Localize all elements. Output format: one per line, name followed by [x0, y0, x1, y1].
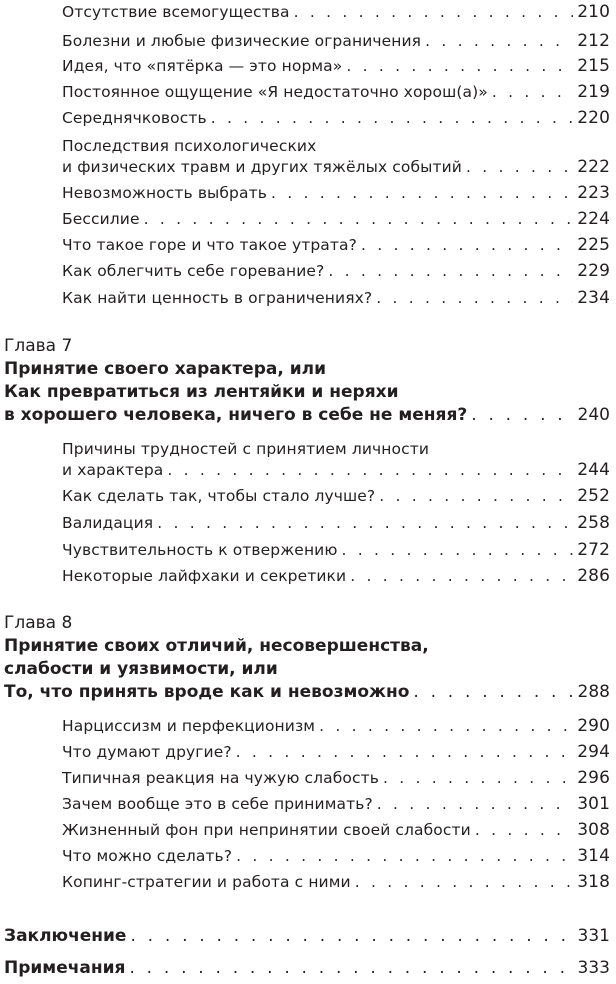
- toc-entry-page: 290: [577, 716, 610, 736]
- toc-entry: [62, 716, 610, 736]
- dot-leader: [342, 541, 574, 559]
- toc-entry: [62, 768, 610, 788]
- toc-entry-title: Идея, что «пятёрка — это норма»: [62, 57, 343, 75]
- toc-entry-page: 212: [577, 31, 610, 51]
- dot-leader: [144, 210, 574, 228]
- toc-entry: [62, 460, 610, 480]
- toc-entry: [62, 794, 610, 814]
- toc-entry-title: Как найти ценность в ограничениях?: [62, 289, 373, 307]
- toc-entry-title: Некоторые лайфхаки и секретики: [62, 567, 347, 585]
- dot-leader: [413, 682, 573, 702]
- toc-entry-page: 331: [577, 926, 610, 946]
- toc-entry-page: 294: [577, 742, 610, 762]
- dot-leader: [492, 83, 573, 101]
- dot-leader: [355, 873, 574, 891]
- toc-entry-title: Середнячковость: [62, 109, 207, 127]
- chapter-entry: [4, 405, 610, 425]
- notes-entry: [4, 958, 610, 978]
- toc-entry-page: 258: [577, 513, 610, 533]
- toc-entry: [62, 157, 610, 177]
- dot-leader: [271, 184, 573, 202]
- toc-entry-page: 272: [577, 540, 610, 560]
- toc-entry-title: Жизненный фон при непринятии своей слабости: [62, 821, 471, 839]
- toc-entry-title: Нарциссизм и перфекционизм: [62, 717, 316, 735]
- toc-entry-page: 225: [577, 235, 610, 255]
- toc-entry-page: 318: [577, 872, 610, 892]
- dot-leader: [425, 32, 573, 50]
- toc-entry: [62, 82, 610, 102]
- toc-entry: [62, 108, 610, 128]
- toc-entry-title: Заключение: [4, 926, 127, 946]
- toc-entry-title: Отсутствие всемогущества: [62, 3, 290, 21]
- toc-entry-title: и физических травм и других тяжёлых событий: [62, 158, 462, 176]
- dot-leader: [346, 57, 573, 75]
- toc-entry: [62, 183, 610, 203]
- dot-leader: [466, 158, 573, 176]
- toc-entry-page: 301: [577, 794, 610, 814]
- toc-entry-page: 244: [577, 460, 610, 480]
- toc-entry: [62, 872, 610, 892]
- chapter-page: 288: [577, 682, 610, 702]
- chapter-title-line: То, что принять вроде как и невозможно: [4, 682, 410, 702]
- dot-leader: [157, 514, 573, 532]
- toc-entry: [62, 846, 610, 866]
- toc-entry-title: Постоянное ощущение «Я недостаточно хорош(а)»: [62, 83, 488, 101]
- toc-entry: [62, 261, 610, 281]
- dot-leader: [129, 958, 573, 978]
- dot-leader: [130, 926, 573, 946]
- toc-entry-title: Валидация: [62, 514, 154, 532]
- toc-entry-title: Чувствительность к отвержению: [62, 541, 338, 559]
- toc-entry-title: Типичная реакция на чужую слабость: [62, 769, 379, 787]
- toc-entry-title: Зачем вообще это в себе принимать?: [62, 795, 373, 813]
- toc-entry-title: Копинг-стратегии и работа с ними: [62, 873, 351, 891]
- dot-leader: [361, 236, 573, 254]
- toc-entry-page: 220: [577, 108, 610, 128]
- toc-entry-title-line: Причины трудностей с принятием личности: [62, 440, 430, 458]
- dot-leader: [167, 461, 573, 479]
- chapter-title-line: слабости и уязвимости, или: [4, 659, 278, 679]
- toc-entry-page: 215: [577, 56, 610, 76]
- toc-entry: [62, 513, 610, 533]
- toc-entry-page: 222: [577, 157, 610, 177]
- dot-leader: [319, 717, 573, 735]
- toc-entry-page: 234: [577, 288, 610, 308]
- chapter-entry: [4, 682, 610, 702]
- dot-leader: [211, 109, 574, 127]
- dot-leader: [328, 262, 573, 280]
- toc-entry: [62, 56, 610, 76]
- dot-leader: [383, 769, 573, 787]
- toc-entry-title: Что такое горе и что такое утрата?: [62, 236, 357, 254]
- toc-entry-page: 223: [577, 183, 610, 203]
- dot-leader: [236, 847, 573, 865]
- toc-entry-page: 286: [577, 566, 610, 586]
- dot-leader: [294, 3, 574, 21]
- dot-leader: [475, 821, 573, 839]
- chapter-page: 240: [577, 405, 610, 425]
- toc-entry-title: и характера: [62, 461, 164, 479]
- dot-leader: [377, 795, 573, 813]
- chapter-label: Глава 8: [4, 613, 73, 633]
- toc-entry-title: Бессилие: [62, 210, 140, 228]
- dot-leader: [471, 405, 573, 425]
- toc-entry-title: Как облегчить себе горевание?: [62, 262, 325, 280]
- chapter-label: Глава 7: [4, 336, 73, 356]
- toc-entry: [62, 288, 610, 308]
- toc-entry-title: Что можно сделать?: [62, 847, 233, 865]
- toc-entry: [62, 31, 610, 51]
- toc-entry-title: Как сделать так, чтобы стало лучше?: [62, 487, 376, 505]
- conclusion-entry: [4, 926, 610, 946]
- toc-entry-page: 252: [577, 486, 610, 506]
- chapter-title-line: в хорошего человека, ничего в себе не меняя?: [4, 405, 468, 425]
- chapter-title-line: Принятие своего характера, или: [4, 359, 326, 379]
- toc-entry-page: 314: [577, 846, 610, 866]
- toc-entry-page: 210: [577, 2, 610, 22]
- toc-entry-page: 308: [577, 820, 610, 840]
- dot-leader: [376, 289, 573, 307]
- toc-entry: [62, 486, 610, 506]
- dot-leader: [236, 743, 574, 761]
- dot-leader: [379, 487, 573, 505]
- toc-entry: [62, 566, 610, 586]
- toc-entry: [62, 2, 610, 22]
- toc-entry-title: Невозможность выбрать: [62, 184, 267, 202]
- chapter-title-line: Как превратиться из лентяйки и неряхи: [4, 382, 399, 402]
- toc-entry: [62, 209, 610, 229]
- toc-entry-title-line: Последствия психологических: [62, 137, 317, 155]
- toc-entry: [62, 540, 610, 560]
- toc-entry-page: 229: [577, 261, 610, 281]
- toc-entry: [62, 235, 610, 255]
- toc-entry-page: 333: [577, 958, 610, 978]
- toc-entry-title: Болезни и любые физические ограничения: [62, 32, 422, 50]
- toc-entry-page: 219: [577, 82, 610, 102]
- toc-entry: [62, 820, 610, 840]
- toc-entry: [62, 742, 610, 762]
- chapter-title-line: Принятие своих отличий, несовершенства,: [4, 636, 429, 656]
- toc-entry-title: Что думают другие?: [62, 743, 232, 761]
- dot-leader: [350, 567, 573, 585]
- toc-entry-title: Примечания: [4, 958, 126, 978]
- toc-entry-page: 296: [577, 768, 610, 788]
- toc-entry-page: 224: [577, 209, 610, 229]
